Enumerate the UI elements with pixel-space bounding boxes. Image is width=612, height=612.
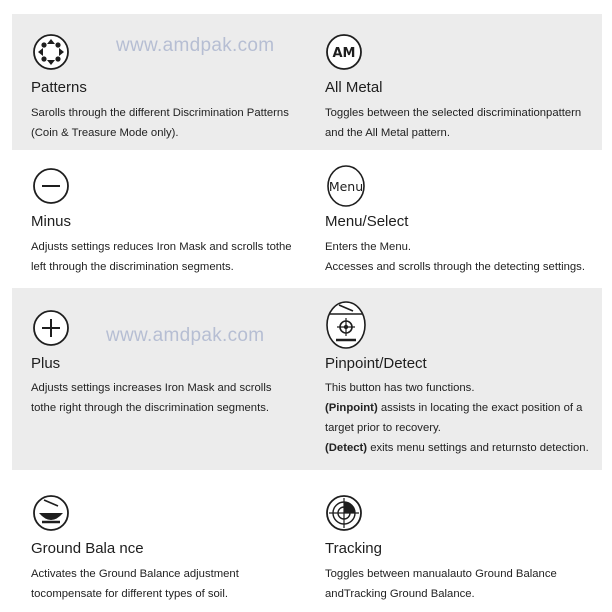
pinpoint-description: assists in locating the exact position of a: [377, 402, 583, 414]
detect-label: (Detect): [325, 442, 368, 454]
svg-text:Menu: Menu: [328, 179, 364, 194]
item-description-line: This button has two functions.: [325, 382, 475, 394]
item-description-line: Toggles between the selected discriminationpattern: [325, 107, 582, 119]
item-title: All Metal: [325, 79, 383, 96]
item-description-line: andTracking Ground Balance.: [325, 588, 475, 600]
patterns-dpad-icon: [31, 32, 71, 72]
item-title: Minus: [31, 213, 72, 230]
item-title: Tracking: [325, 540, 382, 557]
item-title: Plus: [31, 355, 61, 372]
minus-icon: [31, 166, 71, 206]
item-description-line: Sarolls through the different Discrimination Patterns: [31, 107, 289, 119]
detect-description: exits menu settings and returnsto detection.: [367, 442, 589, 454]
watermark: www.amdpak.com: [116, 35, 275, 56]
svg-text:AM: AM: [332, 46, 356, 61]
item-description-line: [325, 438, 589, 458]
pinpoint-detect-icon: [324, 299, 368, 351]
watermark: www.amdpak.com: [106, 325, 265, 346]
item-title: Patterns: [31, 79, 87, 96]
item-description-line: [325, 398, 582, 418]
item-description-line: target prior to recovery.: [325, 422, 441, 434]
item-description-line: (Coin & Treasure Mode only).: [31, 127, 179, 139]
tracking-icon: [324, 493, 364, 533]
item-description-line: and the All Metal pattern.: [325, 127, 450, 139]
item-title: Ground Bala nce: [31, 540, 144, 557]
item-description-line: Toggles between manualauto Ground Balance: [325, 568, 557, 580]
item-description-line: left through the discrimination segments.: [31, 261, 234, 273]
menu-icon: [324, 164, 368, 208]
item-description-line: Enters the Menu.: [325, 241, 412, 253]
ground-balance-icon: [31, 493, 71, 533]
item-title: Menu/Select: [325, 213, 409, 230]
item-description-line: Adjusts settings increases Iron Mask and scrolls: [31, 382, 272, 394]
all-metal-icon: [324, 32, 364, 72]
item-description-line: Activates the Ground Balance adjustment: [31, 568, 239, 580]
item-title: Pinpoint/Detect: [325, 355, 427, 372]
item-description-line: tothe right through the discrimination segments.: [31, 402, 269, 414]
item-description-line: Accesses and scrolls through the detecting settings.: [325, 261, 585, 273]
item-description-line: tocompensate for different types of soil.: [31, 588, 228, 600]
pinpoint-label: (Pinpoint): [325, 402, 378, 414]
plus-icon: [31, 308, 71, 348]
item-description-line: Adjusts settings reduces Iron Mask and scrolls tothe: [31, 241, 292, 253]
